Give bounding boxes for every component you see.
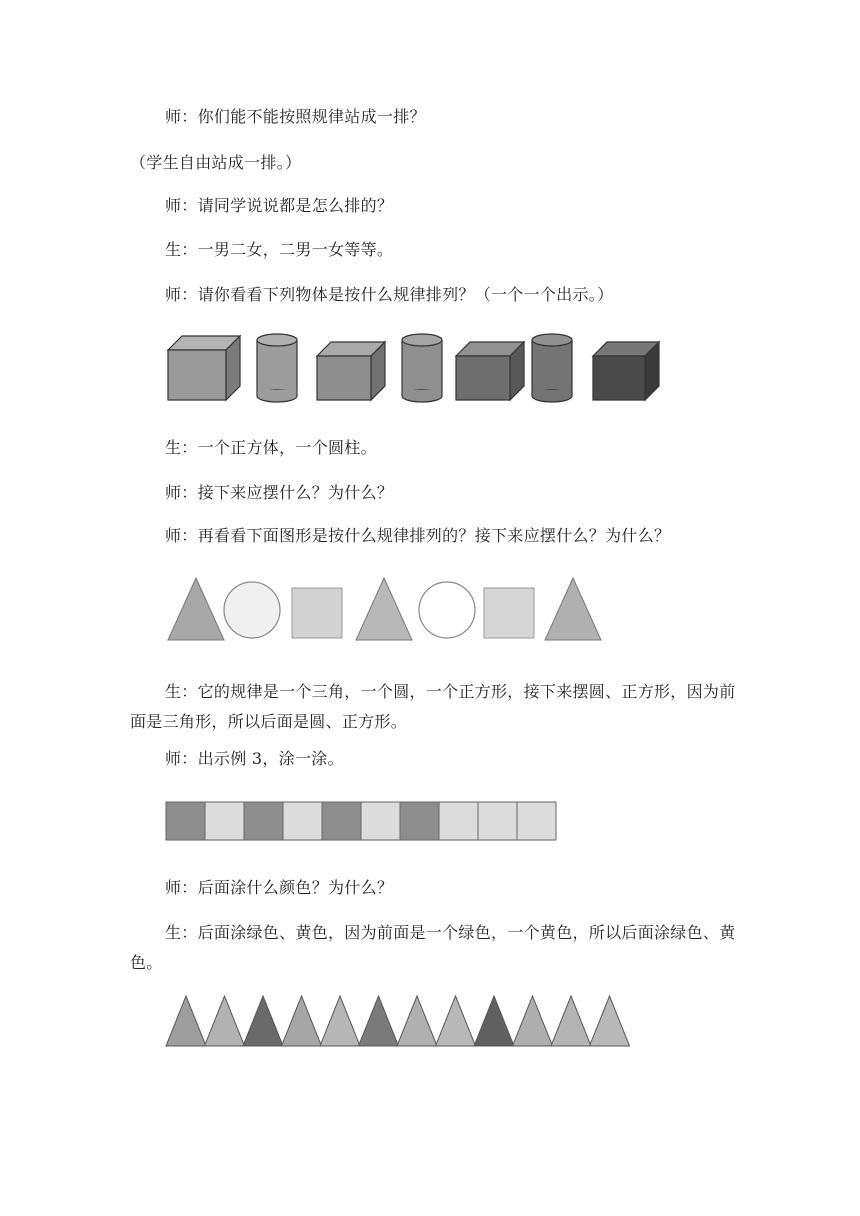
solids-pattern-figure	[160, 330, 660, 410]
triangle-icon	[320, 996, 360, 1046]
paragraph: 生：一个正方体，一个圆柱。	[165, 438, 377, 457]
paragraph: 师：请你看看下列物体是按什么规律排列？（一个一个出示。）	[165, 285, 614, 304]
paragraph: 生：它的规律是一个三角，一个圆，一个正方形，接下来摆圆、正方形，因为前面是三角形，所以后面是圆、正方形。	[130, 682, 736, 731]
square-icon	[292, 588, 342, 638]
cube-icon	[317, 342, 385, 400]
triangle-icon	[397, 996, 437, 1046]
strip-cell	[283, 802, 322, 840]
strip-cell	[478, 802, 517, 840]
paragraph: 生：后面涂绿色、黄色，因为前面是一个绿色，一个黄色，所以后面涂绿色、黄色。	[130, 923, 736, 972]
triangle-icon	[474, 996, 514, 1046]
triangle-icon	[590, 996, 630, 1046]
triangle-icon	[282, 996, 322, 1046]
paragraph: （学生自由站成一排。）	[130, 153, 302, 172]
strip-cell	[322, 802, 361, 840]
circle-icon	[419, 582, 475, 638]
strip-cell	[439, 802, 478, 840]
triangle-icon	[513, 996, 553, 1046]
square-icon	[484, 588, 534, 638]
strip-cell	[517, 802, 556, 840]
paragraph: 师：你们能不能按照规律站成一排？	[165, 107, 426, 126]
paragraph: 师：再看看下面图形是按什么规律排列的？接下来应摆什么？为什么？	[165, 526, 671, 545]
shapes-pattern-figure	[160, 572, 610, 648]
triangle-icon	[243, 996, 283, 1046]
color-strip-figure	[160, 798, 560, 844]
cube-icon	[168, 336, 240, 400]
paragraph: 师：后面涂什么颜色？为什么？	[165, 878, 394, 897]
cube-icon	[593, 342, 659, 400]
strip-cell	[400, 802, 439, 840]
strip-cell	[205, 802, 244, 840]
triangle-icon	[551, 996, 591, 1046]
paragraph: 师：接下来应摆什么？为什么？	[165, 483, 394, 502]
paragraph: 生：一男二女，二男一女等等。	[165, 240, 394, 259]
circle-icon	[224, 582, 280, 638]
triangle-icon	[168, 578, 224, 640]
cube-icon	[456, 342, 524, 400]
paragraph: 师：请同学说说都是怎么排的？	[165, 196, 394, 215]
strip-cell	[244, 802, 283, 840]
triangle-icon	[436, 996, 476, 1046]
triangle-icon	[545, 578, 601, 640]
cylinder-icon	[402, 334, 442, 402]
triangle-icon	[205, 996, 245, 1046]
cylinder-icon	[532, 334, 572, 402]
strip-cell	[166, 802, 205, 840]
triangle-icon	[356, 578, 412, 640]
triangle-icon	[166, 996, 206, 1046]
strip-cell	[361, 802, 400, 840]
paragraph: 师：出示例 3，涂一涂。	[165, 749, 344, 768]
cylinder-icon	[257, 334, 297, 402]
triangle-icon	[359, 996, 399, 1046]
triangles-pattern-figure	[160, 994, 640, 1050]
